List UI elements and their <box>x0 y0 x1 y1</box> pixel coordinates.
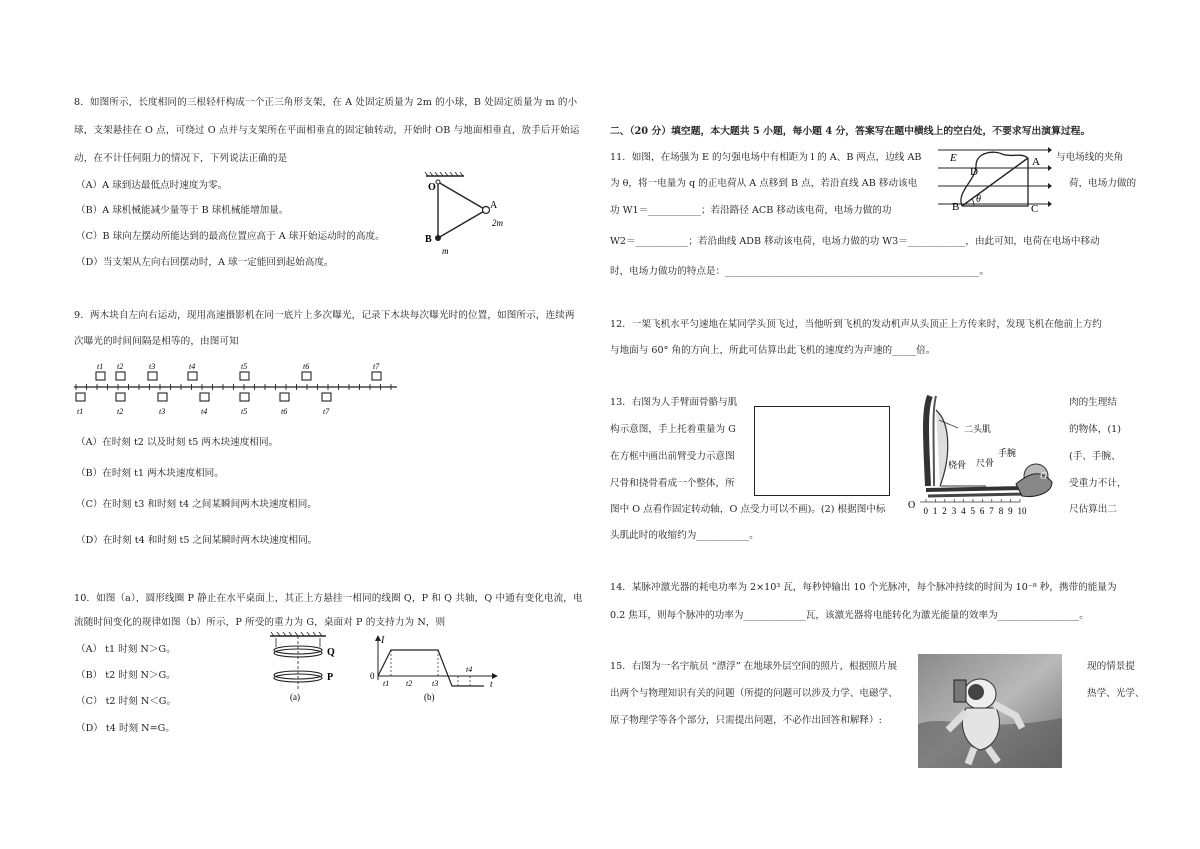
q8-label-a: A <box>490 200 498 211</box>
q11-label-d: D <box>970 166 978 178</box>
q8-option-b: （B）A 球机械能减少量等于 B 球机械能增加量。 <box>76 205 289 216</box>
q8-label-2m: 2m <box>492 218 503 228</box>
q9-bottom-label-7: t7 <box>323 407 330 416</box>
q10-graph-origin: 0 <box>370 671 375 681</box>
q13-line-2-right: 的物体，(1) <box>1069 424 1121 435</box>
q13-line-3: 在方框中画出前臂受力示意图 <box>610 451 735 462</box>
q11-line-3: 功 W1＝___________；若沿路径 ACB 移动该电荷，电场力做的功 <box>610 205 892 216</box>
q9-line-1: 9．两木块自左向右运动，现用高速摄影机在同一底片上多次曝光，记录下木块每次曝光时的位置，如图所示，连续两 <box>74 310 575 321</box>
q15-line-2: 出两个与物理知识有关的问题（所提的问题可以涉及力学、电磁学、 <box>610 688 898 699</box>
q9-bottom-label-3: t3 <box>159 407 166 416</box>
q12-line-2: 与地面与 60° 角的方向上，所此可估算出此飞机的速度约为声速的_____倍。 <box>610 345 936 356</box>
q8-option-c: （C）B 球向左摆动所能达到的最高位置应高于 A 球开始运动时的高度。 <box>76 231 385 242</box>
q9-top-label-6: t6 <box>303 362 310 371</box>
q10-line-2: 流随时间变化的规律如图（b）所示，P 所受的重力为 G，桌面对 P 的支持力为 N，则 <box>74 617 446 628</box>
q10-option-c: （C） t2 时刻 N＜G。 <box>76 696 177 707</box>
q13-label-biceps: 二头肌 <box>964 424 992 434</box>
q13-line-6: 头肌此时的收缩约为___________。 <box>610 530 759 541</box>
q9-bottom-label-5: t5 <box>241 407 248 416</box>
q13-scale-mark-8: 8 <box>998 506 1004 516</box>
q9-bottom-label-4: t4 <box>201 407 208 416</box>
q11-label-b: B <box>952 201 960 213</box>
q13-scale-mark-4: 4 <box>961 506 966 516</box>
q13-line-5: 图中 O 点看作固定转动轴，O 点受力可以不画)。(2) 根据图中标 <box>610 504 886 515</box>
q8-line-1: 8．如图所示，长度相同的三根轻杆构成一个正三角形支架，在 A 处固定质量为 2m 的小球，B 处固定质量为 m 的小 <box>74 97 578 108</box>
q15-line-1-right: 现的情景提 <box>1087 661 1135 672</box>
q8-line-3: 动，在不计任何阻力的情况下，下列说法正确的是 <box>74 153 288 164</box>
q9-bottom-block-3 <box>158 393 167 401</box>
q12-line-1: 12．一架飞机水平匀速地在某同学头顶飞过，当他听到飞机的发动机声从头顶正上方传来时，发现飞机在他前上方约 <box>610 319 1102 330</box>
q10-graph-label-t: t <box>490 679 493 689</box>
q9-bottom-block-4 <box>200 393 209 401</box>
q15-astronaut-photo <box>918 654 1062 768</box>
q13-scale-mark-9: 9 <box>1008 506 1013 516</box>
q10-label-q: Q <box>327 647 335 658</box>
q11-line-4: W2＝___________；若沿曲线 ADB 移动该电荷，电场力做的功 W3＝____________，由此可知，电荷在电场中移动 <box>610 236 1100 247</box>
q9-bottom-block-6 <box>280 393 289 401</box>
q10-coil-figure <box>256 632 346 704</box>
q9-top-block-4 <box>188 372 197 380</box>
q13-line-4-right: 受重力不计， <box>1069 478 1127 489</box>
q13-scale-mark-5: 5 <box>970 506 975 516</box>
q9-top-block-3 <box>148 372 157 380</box>
q14-line-2: 0.2 焦耳，则每个脉冲的功率为_____________瓦，该激光器将电能转化为激光能量的效率为_________________。 <box>610 610 1089 621</box>
q10-label-a: (a) <box>290 692 300 702</box>
q13-line-1: 13．右图为人手臂面骨骼与肌 <box>610 397 738 408</box>
q9-option-d: （D）在时刻 t4 和时刻 t5 之间某瞬时两木块速度相同。 <box>76 535 318 546</box>
q8-label-b: B <box>425 234 432 245</box>
q13-label-radius: 桡骨 <box>948 460 967 470</box>
q13-label-g: G <box>1040 471 1048 482</box>
q10-graph-t3: t3 <box>432 679 439 688</box>
q13-line-5-right: 尺估算出二 <box>1069 504 1117 515</box>
q10-graph-t2: t2 <box>406 679 413 688</box>
q13-answer-box[interactable] <box>754 406 890 496</box>
q10-option-a: （A） t1 时刻 N＞G。 <box>76 644 176 655</box>
q9-exposure-figure <box>72 360 402 420</box>
q9-bottom-block-7 <box>322 393 331 401</box>
q9-top-label-5: t5 <box>241 362 248 371</box>
q13-line-4: 尺骨和挠骨看成一个整体，所 <box>610 478 735 489</box>
q9-bottom-label-2: t2 <box>117 407 124 416</box>
q9-top-block-7 <box>372 372 381 380</box>
q9-option-c: （C）在时刻 t3 和时刻 t4 之间某瞬间两木块速度相同。 <box>76 499 317 510</box>
q8-triangle-figure <box>420 172 520 262</box>
q10-label-b: (b) <box>424 692 435 702</box>
q8-label-o: O <box>428 182 436 193</box>
q9-bottom-label-1: t1 <box>77 407 84 416</box>
q10-line-1: 10．如图（a），圆形线圈 P 静止在水平桌面上，其正上方悬挂一相同的线圈 Q，P 和 Q 共轴，Q 中通有变化电流，电 <box>74 593 583 604</box>
q11-line-2-right: 荷，电场力做的 <box>1069 178 1137 189</box>
q13-scale-mark-0: 0 <box>923 506 928 516</box>
q15-line-1: 15．右图为一名宇航员 “漂浮” 在地球外层空间的照片，根据照片展 <box>610 661 898 672</box>
q13-label-ulna: 尺骨 <box>976 458 995 468</box>
q13-scale-mark-1: 1 <box>932 506 938 516</box>
q9-top-label-3: t3 <box>149 362 156 371</box>
q11-line-1: 11．如图，在场强为 E 的匀强电场中有相距为 l 的 A、B 两点，边线 AB <box>610 152 922 163</box>
q9-top-block-6 <box>302 372 311 380</box>
q15-line-2-right: 热学、光学、 <box>1087 688 1145 699</box>
q13-line-2: 构示意图，手上托着重量为 G <box>610 424 736 435</box>
q10-graph-label-i: I <box>381 635 385 646</box>
q9-top-label-2: t2 <box>117 362 124 371</box>
q13-line-3-right: (手、手腕、 <box>1069 451 1121 462</box>
q9-bottom-block-5 <box>240 393 249 401</box>
q13-arm-figure <box>906 390 1066 520</box>
q11-field-figure <box>936 144 1052 218</box>
q9-top-block-5 <box>240 372 249 380</box>
q13-scale-mark-7: 7 <box>989 506 994 516</box>
q9-option-a: （A）在时刻 t2 以及时刻 t5 两木块速度相同。 <box>76 437 279 448</box>
q9-line-2: 次曝光的时间间隔是相等的，由图可知 <box>74 336 239 347</box>
q14-line-1: 14．某脉冲激光器的耗电功率为 2×10³ 瓦，每秒钟输出 10 个光脉冲，每个脉冲持续的时间为 10⁻⁸ 秒，携带的能量为 <box>610 582 1117 593</box>
q10-current-graph <box>366 632 500 704</box>
q8-label-m: m <box>442 246 449 256</box>
q13-scale-mark-6: 6 <box>979 506 985 516</box>
q8-line-2: 球，支架悬挂在 O 点，可绕过 O 点并与支架所在平面相垂直的固定轴转动，开始时 OB 与地面相垂直，放手后开始运 <box>74 125 580 136</box>
q9-top-label-1: t1 <box>97 362 104 371</box>
q9-top-label-4: t4 <box>189 362 196 371</box>
q11-line-2: 为 θ，将一电量为 q 的正电荷从 A 点移到 B 点，若沿直线 AB 移动该电 <box>610 178 918 189</box>
q11-line-1-right: 与电场线的夹角 <box>1056 152 1124 163</box>
q10-label-p: P <box>327 672 334 683</box>
q13-label-o: O <box>908 500 916 511</box>
q10-graph-t1: t1 <box>383 679 390 688</box>
q9-option-b: （B）在时刻 t1 两木块速度相同。 <box>76 468 224 479</box>
q9-top-block-2 <box>116 372 125 380</box>
q8-option-a: （A）A 球到达最低点时速度为零。 <box>76 180 228 191</box>
q9-bottom-block-1 <box>76 393 85 401</box>
q13-scale-mark-3: 3 <box>951 506 957 516</box>
q13-label-wrist: 手腕 <box>998 448 1017 458</box>
q13-scale-mark-10: 10 <box>1017 506 1027 516</box>
q11-label-e: E <box>950 152 957 164</box>
q11-label-a: A <box>1032 156 1040 168</box>
q11-line-5: 时，电场力做功的特点是：_____________________________________________________。 <box>610 266 989 277</box>
q11-label-c: C <box>1031 203 1039 215</box>
q13-line-1-right: 肉的生理结 <box>1069 397 1117 408</box>
q9-top-block-1 <box>96 372 105 380</box>
q10-graph-t4: t4 <box>466 665 473 674</box>
q13-scale-mark-2: 2 <box>942 506 947 516</box>
q10-option-d: （D） t4 时刻 N=G。 <box>76 723 175 734</box>
q9-bottom-block-2 <box>116 393 125 401</box>
q8-option-d: （D）当支架从左向右回摆动时，A 球一定能回到起始高度。 <box>76 257 334 268</box>
section-2-heading: 二、（20 分）填空题，本大题共 5 小题，每小题 4 分，答案写在题中横线上的空白处，不要求写出演算过程。 <box>610 126 1091 137</box>
q11-label-theta: θ <box>976 194 981 205</box>
q9-top-label-7: t7 <box>373 362 380 371</box>
q15-line-3: 原子物理学等各个部分，只需提出问题，不必作出回答和解释）: <box>610 715 882 726</box>
q10-option-b: （B） t2 时刻 N＞G。 <box>76 670 176 681</box>
q9-bottom-label-6: t6 <box>281 407 288 416</box>
